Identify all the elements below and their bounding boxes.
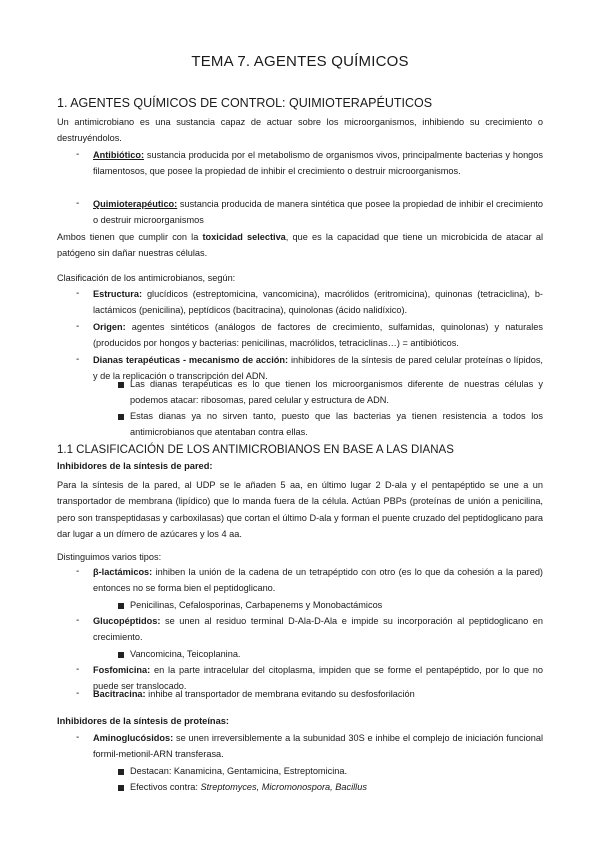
dianas-text: inhibidores de la síntesis de pared celular proteínas o lípidos, y de la replicación o transcripción del ADN. <box>93 355 543 382</box>
pared-subheading: Inhibidores de la síntesis de pared: <box>57 461 213 471</box>
square-bullet-icon <box>118 769 124 775</box>
square-bullet-icon <box>118 414 124 420</box>
section-heading-1: 1. AGENTES QUÍMICOS DE CONTROL: QUIMIOTERAPÉUTICOS <box>57 96 433 110</box>
origen-item <box>93 319 543 352</box>
tipos-intro: Distinguimos varios tipos: <box>57 552 162 562</box>
aminoglucosidos-item <box>93 730 543 763</box>
square-bullet-icon <box>118 382 124 388</box>
bullet-dash: - <box>76 566 80 577</box>
gluco-term: Glucopéptidos: <box>93 616 161 626</box>
gluco-text: se unen al residuo terminal D-Ala-D-Ala e impide su incorporación al peptidoglicano en crecimiento. <box>93 616 543 643</box>
bullet-dash: - <box>76 615 80 626</box>
baci-term: Bacitracina: <box>93 689 146 699</box>
square-bullet-icon <box>118 785 124 791</box>
intro-paragraph: Un antimicrobiano es una sustancia capaz de actuar sobre los microorganismos, inhibiendo su crecimiento o destruyéndolos. <box>57 117 543 144</box>
estructura-term: Estructura: <box>93 289 143 299</box>
amino-sub2-organisms: Streptomyces, Micromonospora, Bacillus <box>200 782 367 792</box>
square-bullet-icon <box>118 603 124 609</box>
antibiotico-text: sustancia producida por el metabolismo de organismos vivos, principalmente bacterias y hongos filamentosos, que posee la propiedad de inhibir el crecimiento o destruir microorganismos. <box>93 150 543 177</box>
glucopeptidos-item <box>93 613 543 646</box>
toxicidad-selectiva: toxicidad selectiva <box>202 232 286 242</box>
estructura-text: glucídicos (estreptomicina, vancomicina), macrólidos (eritromicina), quinonas (tetraciclina), b-lactámicos (penicilina), peptídicos (bacitracina), quinolonas (ácido nalidíxico). <box>93 289 543 316</box>
beta-text: inhiben la unión de la cadena de un tetrapéptido con otro (es lo que da cohesión a la pared) entonces no se forma bien el peptidoglicano. <box>93 567 543 594</box>
ambos-paragraph <box>57 229 543 262</box>
quimio-text: sustancia producida de manera sintética que posee la propiedad de inhibir el crecimiento o destruir microorganismos <box>93 199 543 226</box>
fosfo-term: Fosfomicina: <box>93 665 151 675</box>
origen-text: agentes sintéticos (análogos de factores de crecimiento, sulfamidas, quinolonas) y naturales (producidos por hongos y bacterias: penicilinas, macrólidos, tetraciclinas…) = antibióticos. <box>93 322 543 349</box>
beta-term: β-lactámicos: <box>93 567 153 577</box>
fosfo-text: en la parte intracelular del citoplasma, impiden que se forme el pentapéptido, por lo que no puede ser translocado. <box>93 665 543 692</box>
dianas-term: Dianas terapéuticas - mecanismo de acción: <box>93 355 289 365</box>
antibiotico-term: Antibiótico: <box>93 150 145 160</box>
quimio-term: Quimioterapéutico: <box>93 199 178 209</box>
origen-term: Origen: <box>93 322 126 332</box>
dianas-subitem: Las dianas terapéuticas es lo que tienen los microorganismos diferente de nuestras células y podemos atacar: ribosomas, pared celular y estructura de ADN. <box>130 379 543 406</box>
bullet-dash: - <box>76 149 80 160</box>
quimioterapeutico-item <box>93 196 543 229</box>
antibiotico-item <box>93 147 543 180</box>
bullet-dash: - <box>76 198 80 209</box>
clasificacion-intro: Clasificación de los antimicrobianos, según: <box>57 273 236 283</box>
square-bullet-icon <box>118 652 124 658</box>
section-heading-1-1: 1.1 CLASIFICACIÓN DE LOS ANTIMICROBIANOS EN BASE A LAS DIANAS <box>57 444 454 456</box>
pared-paragraph: Para la síntesis de la pared, al UDP se le añaden 5 aa, en último lugar 2 D-ala y el pentapéptido se une a un transportador de membrana (lipídico) que lo manda fuera de la célula. Actúan PBPs (proteínas de unión a penicilina, pero son transpeptidasas y carboxilasas) que cortan el último D-ala y forman el puente cruzado del peptidoglicano para dar lugar a un dímero de azúcares y los 4 aa. <box>57 480 543 540</box>
bullet-dash: - <box>76 688 80 699</box>
estructura-item <box>93 286 543 319</box>
gluco-subitem: Vancomicina, Teicoplanina. <box>130 649 241 659</box>
proteinas-subheading: Inhibidores de la síntesis de proteínas: <box>57 716 230 726</box>
page-title: TEMA 7. AGENTES QUÍMICOS <box>191 53 409 70</box>
bullet-dash: - <box>76 354 80 365</box>
amino-subitem <box>130 779 543 795</box>
bullet-dash: - <box>76 732 80 743</box>
bullet-dash: - <box>76 664 80 675</box>
amino-subitem: Destacan: Kanamicina, Gentamicina, Estreptomicina. <box>130 766 348 776</box>
bullet-dash: - <box>76 288 80 299</box>
dianas-subitem: Estas dianas ya no sirven tanto, puesto que las bacterias ya tienen resistencia a todos los antimicrobianos que atentaban contra ellas. <box>130 411 543 438</box>
baci-text: inhibe al transportador de membrana evitando su desfosforilación <box>145 689 415 699</box>
ambos-text-c: , que es la capacidad que tiene un microbicida de atacar al patógeno sin dañar nuestras células. <box>57 232 543 259</box>
bullet-dash: - <box>76 321 80 332</box>
beta-subitem: Penicilinas, Cefalosporinas, Carbapenems y Monobactámicos <box>130 600 383 610</box>
bacitracina-item <box>93 686 543 702</box>
amino-term: Aminoglucósidos: <box>93 733 174 743</box>
ambos-text-a: Ambos tienen que cumplir con la <box>57 232 203 242</box>
amino-sub2-label: Efectivos contra: <box>130 782 201 792</box>
amino-text: se unen irreversiblemente a la subunidad 30S e inhibe el complejo de iniciación funcional formil-metionil-ARN transferasa. <box>93 733 543 760</box>
beta-lactamicos-item <box>93 564 543 597</box>
